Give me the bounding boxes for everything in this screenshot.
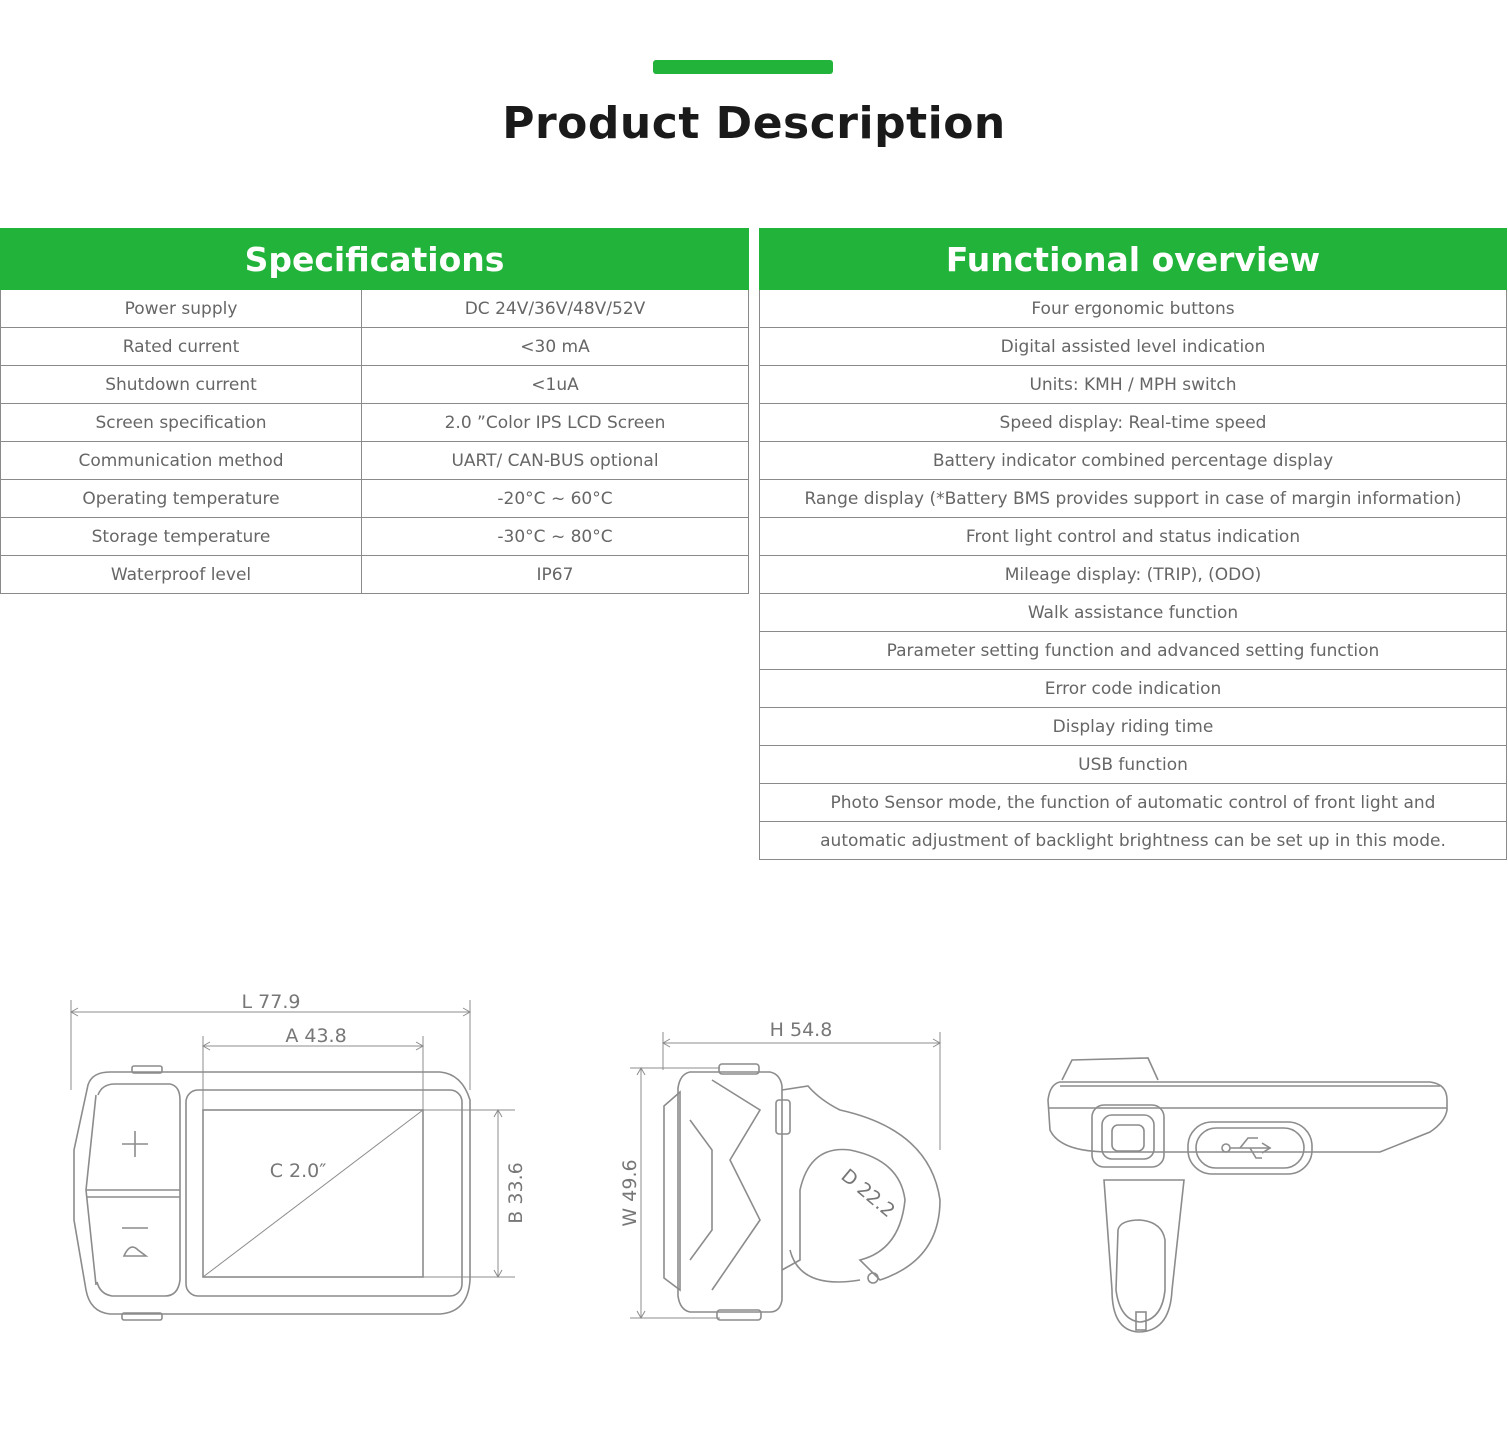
feature-item: Parameter setting function and advanced setting function — [760, 632, 1507, 670]
clamp-dimension-label: D 22.2 — [836, 1164, 900, 1223]
feature-item: Mileage display: (TRIP), (ODO) — [760, 556, 1507, 594]
spec-label: Storage temperature — [1, 518, 362, 556]
spec-row — [1, 518, 749, 556]
feature-item: Battery indicator combined percentage display — [760, 442, 1507, 480]
spec-value: <1uA — [362, 366, 749, 404]
spec-label: Waterproof level — [1, 556, 362, 594]
feature-item: Range display (*Battery BMS provides support in case of margin information) — [760, 480, 1507, 518]
spec-row — [1, 404, 749, 442]
spec-row — [1, 290, 749, 328]
title-accent-bar — [653, 60, 833, 74]
diagonal-dimension-label: C 2.0″ — [269, 1160, 327, 1182]
page-title: Product Description — [502, 98, 1006, 149]
spec-value: IP67 — [362, 556, 749, 594]
feature-item: Front light control and status indication — [760, 518, 1507, 556]
spec-row — [1, 442, 749, 480]
feature-item: Display riding time — [760, 708, 1507, 746]
feature-item: USB function — [760, 746, 1507, 784]
feature-item: Units: KMH / MPH switch — [760, 366, 1507, 404]
spec-value: 2.0 ”Color IPS LCD Screen — [362, 404, 749, 442]
feature-item: automatic adjustment of backlight brightness can be set up in this mode. — [760, 822, 1507, 860]
dimension-drawings — [0, 960, 1508, 1380]
spec-label: Rated current — [1, 328, 362, 366]
rear-view-drawing — [1048, 1058, 1447, 1332]
screen-height-dimension-label: B 33.6 — [505, 1162, 527, 1224]
spec-row — [1, 366, 749, 404]
feature-item: Walk assistance function — [760, 594, 1507, 632]
feature-item: Digital assisted level indication — [760, 328, 1507, 366]
feature-item: Error code indication — [760, 670, 1507, 708]
specifications-table — [0, 228, 749, 594]
length-dimension-label: L 77.9 — [241, 991, 301, 1013]
feature-item: Four ergonomic buttons — [760, 290, 1507, 328]
front-view-drawing — [71, 991, 527, 1320]
spec-value: DC 24V/36V/48V/52V — [362, 290, 749, 328]
functional-overview-header: Functional overview — [760, 229, 1507, 290]
height-dimension-label: H 54.8 — [769, 1019, 833, 1041]
screen-width-dimension-label: A 43.8 — [285, 1025, 347, 1047]
width-dimension-label: W 49.6 — [619, 1159, 641, 1227]
specifications-header: Specifications — [1, 229, 749, 290]
spec-label: Communication method — [1, 442, 362, 480]
side-view-drawing — [619, 1019, 940, 1320]
spec-label: Screen specification — [1, 404, 362, 442]
feature-item: Speed display: Real-time speed — [760, 404, 1507, 442]
spec-value: -30°C ~ 80°C — [362, 518, 749, 556]
spec-row — [1, 480, 749, 518]
feature-item: Photo Sensor mode, the function of automatic control of front light and — [760, 784, 1507, 822]
spec-row — [1, 328, 749, 366]
spec-row — [1, 556, 749, 594]
functional-overview-table — [759, 228, 1507, 860]
spec-label: Power supply — [1, 290, 362, 328]
spec-label: Shutdown current — [1, 366, 362, 404]
spec-label: Operating temperature — [1, 480, 362, 518]
spec-value: UART/ CAN-BUS optional — [362, 442, 749, 480]
spec-value: -20°C ~ 60°C — [362, 480, 749, 518]
spec-value: <30 mA — [362, 328, 749, 366]
